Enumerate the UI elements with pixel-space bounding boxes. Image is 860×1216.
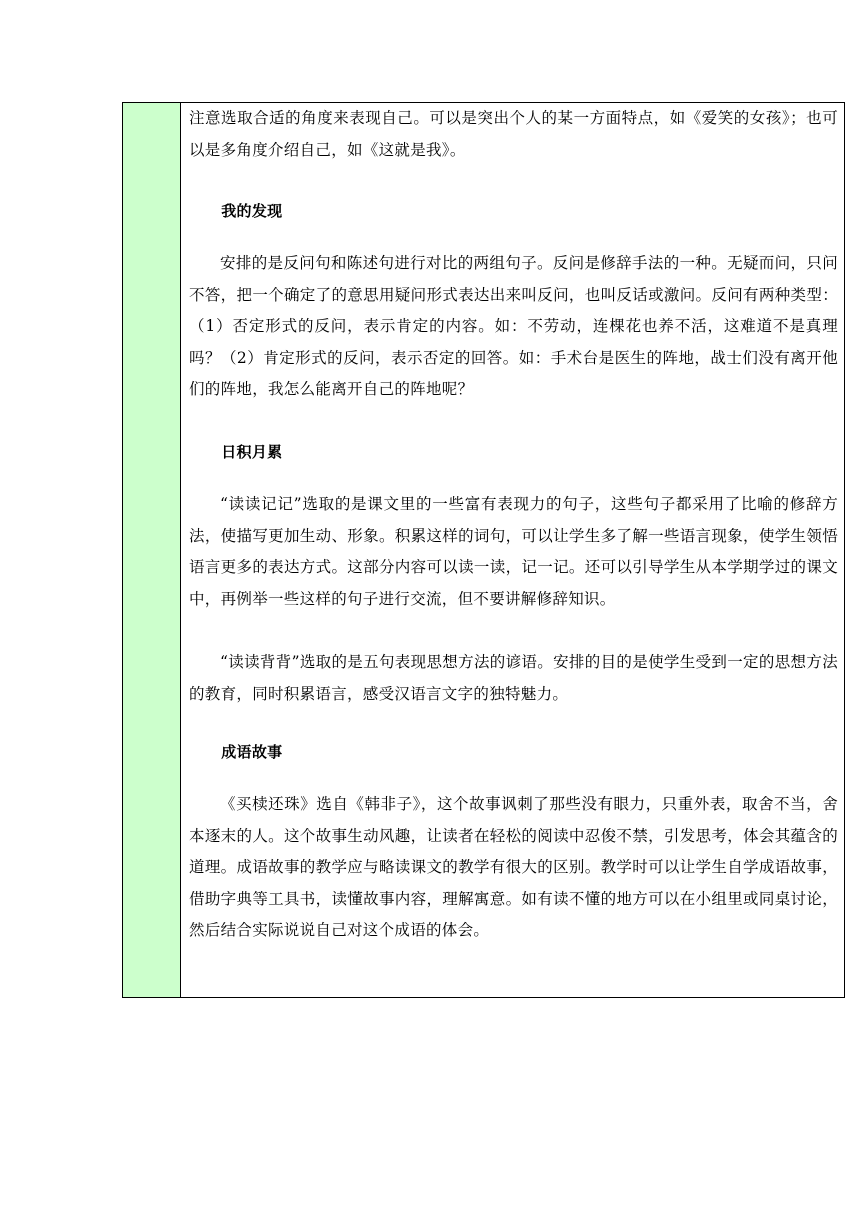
accumulation-paragraph-1: “读读记记”选取的是课文里的一些富有表现力的句子，这些句子都采用了比喻的修辞方法，使描写更加生动、形象。积累这样的词句，可以让学生多了解一些语言现象，使学生领悟语言更多的表达方式。这部分内容可以读一读，记一记。还可以引导学生从本学期学过的课文中，再例举一些这样的句子进行交流，但不要讲解修辞知识。 bbox=[189, 495, 838, 608]
idiom-story-paragraph: 《买椟还珠》选自《韩非子》，这个故事讽刺了那些没有眼力，只重外表，取舍不当，舍本逐末的人。这个故事生动风趣，让读者在轻松的阅读中忍俊不禁，引发思考，体会其蕴含的道理。成语故事的教学应与略读课文的教学有很大的区别。教学时可以让学生自学成语故事，借助字典等工具书，读懂故事内容，理解寓意。如有读不懂的地方可以在小组里或同桌讨论，然后结合实际说说自己对这个成语的体会。 bbox=[189, 795, 838, 939]
section-heading-accumulation: 日积月累 bbox=[221, 443, 283, 461]
section-heading-discovery: 我的发现 bbox=[221, 202, 283, 220]
section-heading-idiom-story: 成语故事 bbox=[221, 743, 283, 761]
accumulation-paragraph-2: “读读背背”选取的是五句表现思想方法的谚语。安排的目的是使学生受到一定的思想方法的教育，同时积累语言，感受汉语言文字的独特魅力。 bbox=[189, 653, 838, 703]
intro-paragraph: 注意选取合适的角度来表现自己。可以是突出个人的某一方面特点，如《爱笑的女孩》；也可以是多角度介绍自己，如《这就是我》。 bbox=[189, 109, 838, 159]
discovery-paragraph: 安排的是反问句和陈述句进行对比的两组句子。反问是修辞手法的一种。无疑而问，只问不答，把一个确定了的意思用疑问形式表达出来叫反问，也叫反话或激问。反问有两种类型：（1）否定形式的反问，表示肯定的内容。如：不劳动，连棵花也养不活，这难道不是真理吗？（2）肯定形式的反问，表示否定的回答。如：手术台是医生的阵地，战士们没有离开他们的阵地，我怎么能离开自己的阵地呢？ bbox=[189, 254, 838, 398]
table-content-cell bbox=[181, 103, 844, 997]
table-left-cell bbox=[123, 103, 181, 997]
lesson-table bbox=[122, 102, 845, 998]
